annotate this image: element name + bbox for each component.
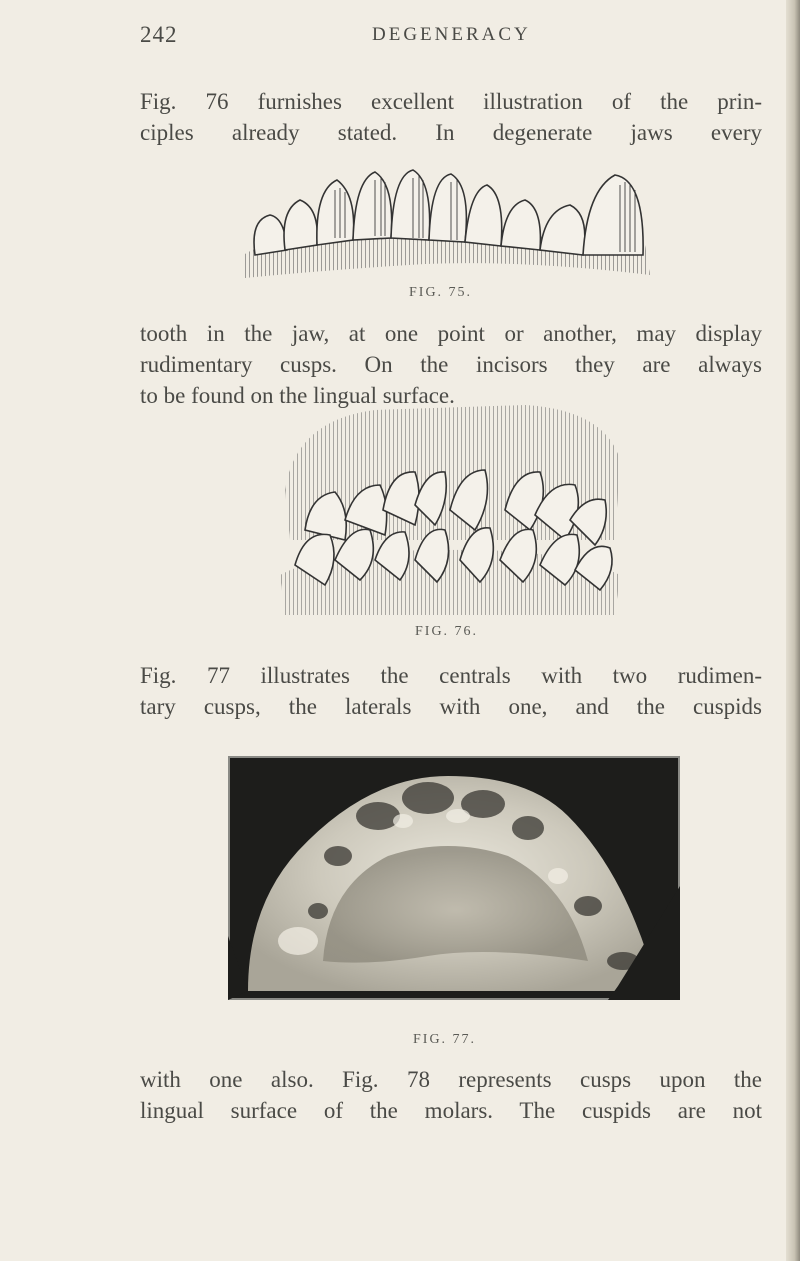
text-line: lingual surface of the molars. The cuspids are not bbox=[140, 1098, 762, 1123]
text-line: rudimentary cusps. On the incisors they are always bbox=[140, 352, 762, 377]
text-line: ciples already stated. In degenerate jaws every bbox=[140, 120, 762, 145]
text-line: with one also. Fig. 78 represents cusps upon the bbox=[140, 1067, 762, 1092]
running-title: DEGENERACY bbox=[372, 24, 531, 45]
figure-77-photograph bbox=[228, 756, 680, 1000]
figure-77-caption: FIG. 77. bbox=[413, 1032, 477, 1047]
figure-75-illustration bbox=[225, 160, 665, 280]
text-line: tooth in the jaw, at one point or another, may display bbox=[140, 321, 762, 346]
page-number: 242 bbox=[140, 22, 178, 47]
page-header bbox=[140, 22, 760, 52]
figure-76-caption: FIG. 76. bbox=[415, 624, 479, 639]
figure-76-illustration bbox=[265, 400, 635, 622]
text-line: to be found on the lingual surface. bbox=[140, 383, 455, 408]
text-line: Fig. 77 illustrates the centrals with two rudimen- bbox=[140, 663, 762, 688]
text-line: Fig. 76 furnishes excellent illustration of the prin- bbox=[140, 89, 762, 114]
figure-75-caption: FIG. 75. bbox=[409, 285, 473, 300]
text-line: tary cusps, the laterals with one, and the cuspids bbox=[140, 694, 762, 719]
page-edge bbox=[786, 0, 800, 1261]
